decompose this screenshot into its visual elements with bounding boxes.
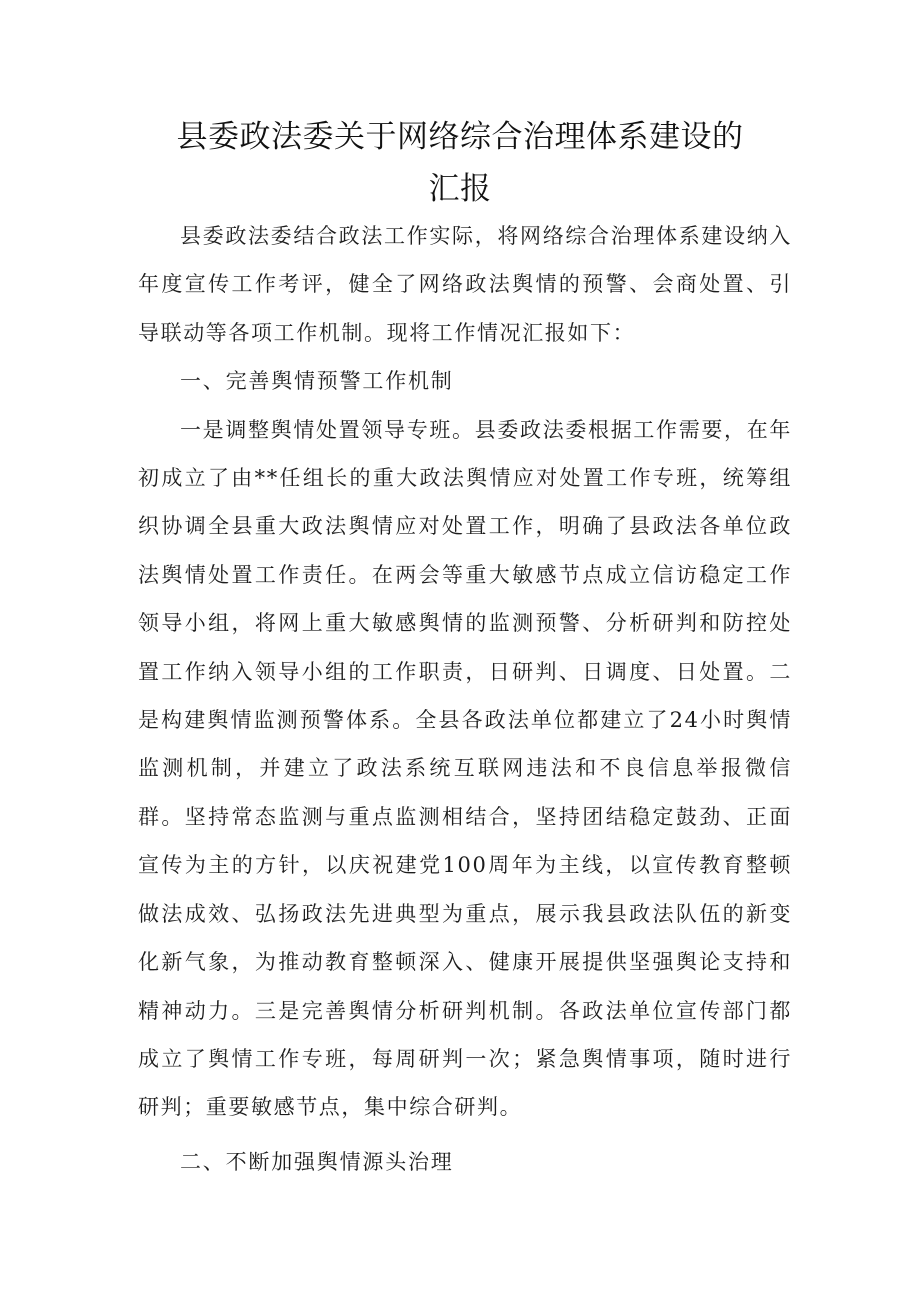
section-1-paragraph: 一是调整舆情处置领导专班。县委政法委根据工作需要，在年初成立了由**任组长的重大政法舆情应对处置工作专班，统筹组织协调全县重大政法舆情应对处置工作，明确了县政法各单位政法舆情处置工作责任。在两会等重大敏感节点成立信访稳定工作领导小组，将网上重大敏感舆情的监测预警、分析研判和防控处置工作纳入领导小组的工作职责，日研判、日调度、日处置。二是构建舆情监测预警体系。全县各政法单位都建立了24小时舆情监测机制，并建立了政法系统互联网违法和不良信息举报微信群。坚持常态监测与重点监测相结合，坚持团结稳定鼓劲、正面宣传为主的方针，以庆祝建党100周年为主线，以宣传教育整顿做法成效、弘扬政法先进典型为重点，展示我县政法队伍的新变化新气象，为推动教育整顿深入、健康开展提供坚强舆论支持和精神动力。三是完善舆情分析研判机制。各政法单位宣传部门都成立了舆情工作专班，每周研判一次；紧急舆情事项，随时进行研判；重要敏感节点，集中综合研判。 <box>138 417 792 1120</box>
intro-paragraph: 县委政法委结合政法工作实际，将网络综合治理体系建设纳入年度宣传工作考评，健全了网络政法舆情的预警、会商处置、引导联动等各项工作机制。现将工作情况汇报如下： <box>138 224 792 345</box>
section-1-heading: 一、完善舆情预警工作机制 <box>180 369 454 394</box>
document-title-line-2: 汇报 <box>428 171 492 207</box>
section-2-heading: 二、不断加强舆情源头治理 <box>180 1149 454 1174</box>
document-body <box>138 212 792 1186</box>
document-title-line-1: 县委政法委关于网络综合治理体系建设的 <box>176 119 744 155</box>
